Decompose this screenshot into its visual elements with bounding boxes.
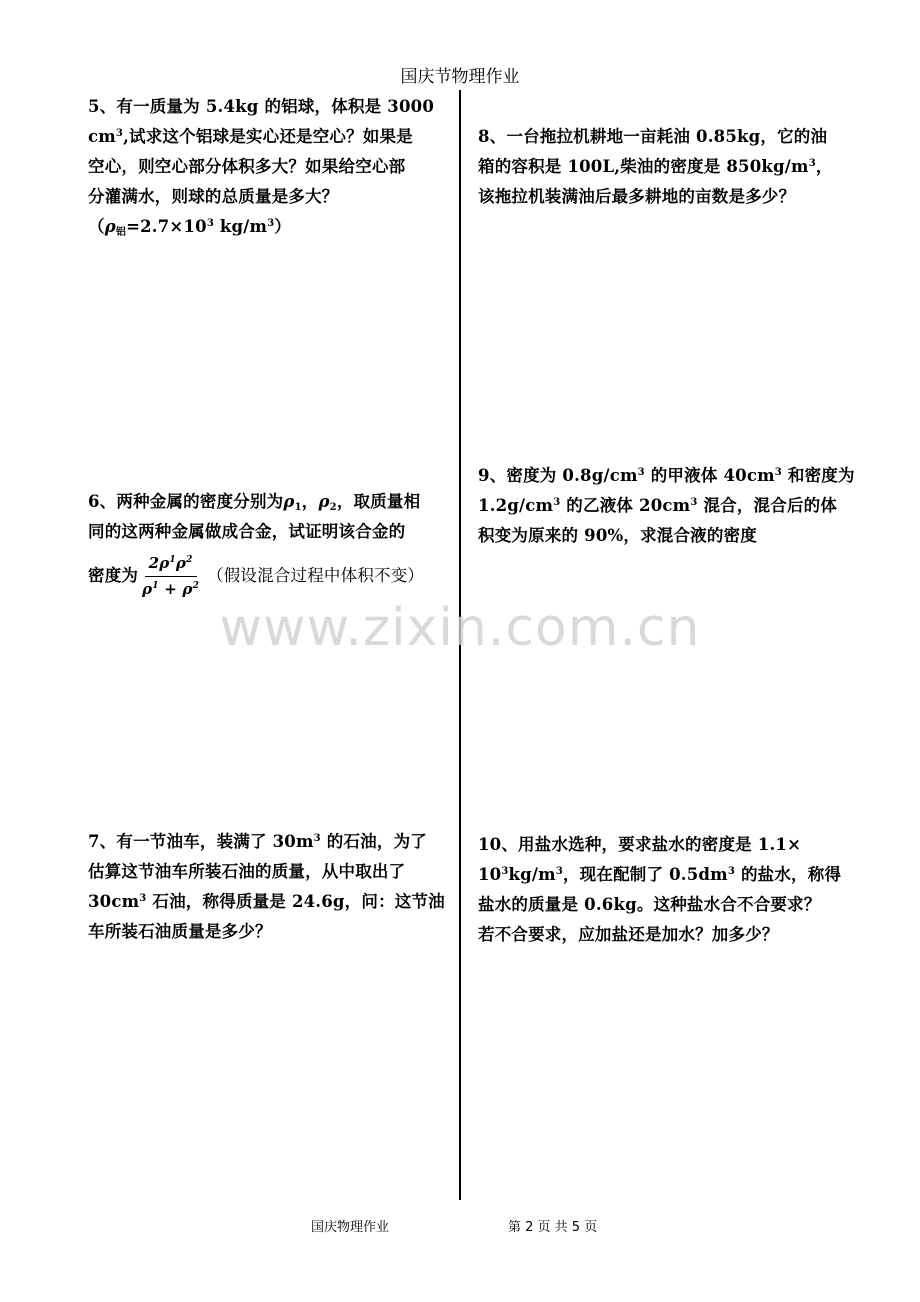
question-5 bbox=[88, 92, 434, 242]
question-6 bbox=[88, 487, 424, 605]
watermark: www.zixin.com.cn bbox=[219, 598, 701, 658]
q5-line-1: 5、有一质量为 5.4kg 的铝球，体积是 3000 bbox=[88, 97, 435, 116]
q6-line-1: 6、两种金属的密度分别为$\rho_1$，$\rho_2$，取质量相 bbox=[88, 492, 421, 513]
q7-line-1: 7、有一节油车，装满了 $30m^3$ 的石油，为了 bbox=[88, 832, 427, 851]
page-number: 第 2 页 共 5 页 bbox=[508, 1220, 598, 1235]
question-7 bbox=[88, 827, 445, 947]
q6-line-2: 同的这两种金属做成合金，试证明该合金的 bbox=[88, 522, 406, 541]
fraction-numerator: $2\rho^1\rho^2$ bbox=[145, 553, 197, 577]
q9-line-1: 9、密度为 $0.8g/cm^3$ 的甲液体 $40cm^3$ 和密度为 bbox=[478, 466, 855, 485]
q7-line-4: 车所装石油质量是多少？ bbox=[88, 922, 272, 941]
q7-line-3: $30cm^3$ 石油，称得质量是 24.6g，问：这节油 bbox=[88, 892, 445, 911]
q7-line-2: 估算这节油车所装石油的质量，从中取出了 bbox=[88, 862, 406, 881]
q8-line-3: 该拖拉机装满油后最多耕地的亩数是多少？ bbox=[478, 187, 796, 206]
footer-title: 国庆物理作业 bbox=[311, 1220, 390, 1235]
q6-line-3-prefix: 密度为 bbox=[88, 566, 139, 585]
q6-line-3-suffix: （假设混合过程中体积不变） bbox=[207, 566, 425, 585]
q9-line-2: $1.2g/cm^3$ 的乙液体 $20cm^3$ 混合，混合后的体 bbox=[478, 496, 838, 515]
q9-line-3: 积变为原来的 90%，求混合液的密度 bbox=[478, 526, 757, 545]
question-8 bbox=[478, 122, 833, 212]
q10-line-1: 10、用盐水选种，要求盐水的密度是 1.1× bbox=[478, 835, 802, 854]
page-title: 国庆节物理作业 bbox=[400, 67, 520, 87]
fraction-denominator: $\rho^1 + \rho^2$ bbox=[142, 580, 200, 598]
question-9 bbox=[478, 461, 855, 551]
q5-line-3: 空心，则空心部分体积多大？如果给空心部 bbox=[88, 157, 406, 176]
q10-line-4: 若不合要求，应加盐还是加水？加多少？ bbox=[478, 925, 779, 944]
q8-line-1: 8、一台拖拉机耕地一亩耗油 0.85kg，它的油 bbox=[478, 127, 828, 146]
q10-line-2: $10^3kg/m^3$，现在配制了 $0.5dm^3$ 的盐水，称得 bbox=[478, 865, 842, 884]
q5-line-2: $cm^3$,试求这个铝球是实心还是空心？如果是 bbox=[88, 127, 413, 146]
q10-line-3: 盐水的质量是 0.6kg。这种盐水合不合要求？ bbox=[478, 895, 821, 914]
q8-line-2: 箱的容积是 100L,柴油的密度是 $850kg/m^3$， bbox=[478, 157, 833, 176]
q5-density-note: （$\rho_铝=2.7\times 10^3$ $kg/m^3$） bbox=[88, 217, 292, 238]
question-10 bbox=[478, 830, 841, 950]
q6-formula-line bbox=[88, 547, 424, 605]
density-fraction bbox=[138, 553, 203, 599]
q5-line-4: 分灌满水，则球的总质量是多大？ bbox=[88, 187, 339, 206]
